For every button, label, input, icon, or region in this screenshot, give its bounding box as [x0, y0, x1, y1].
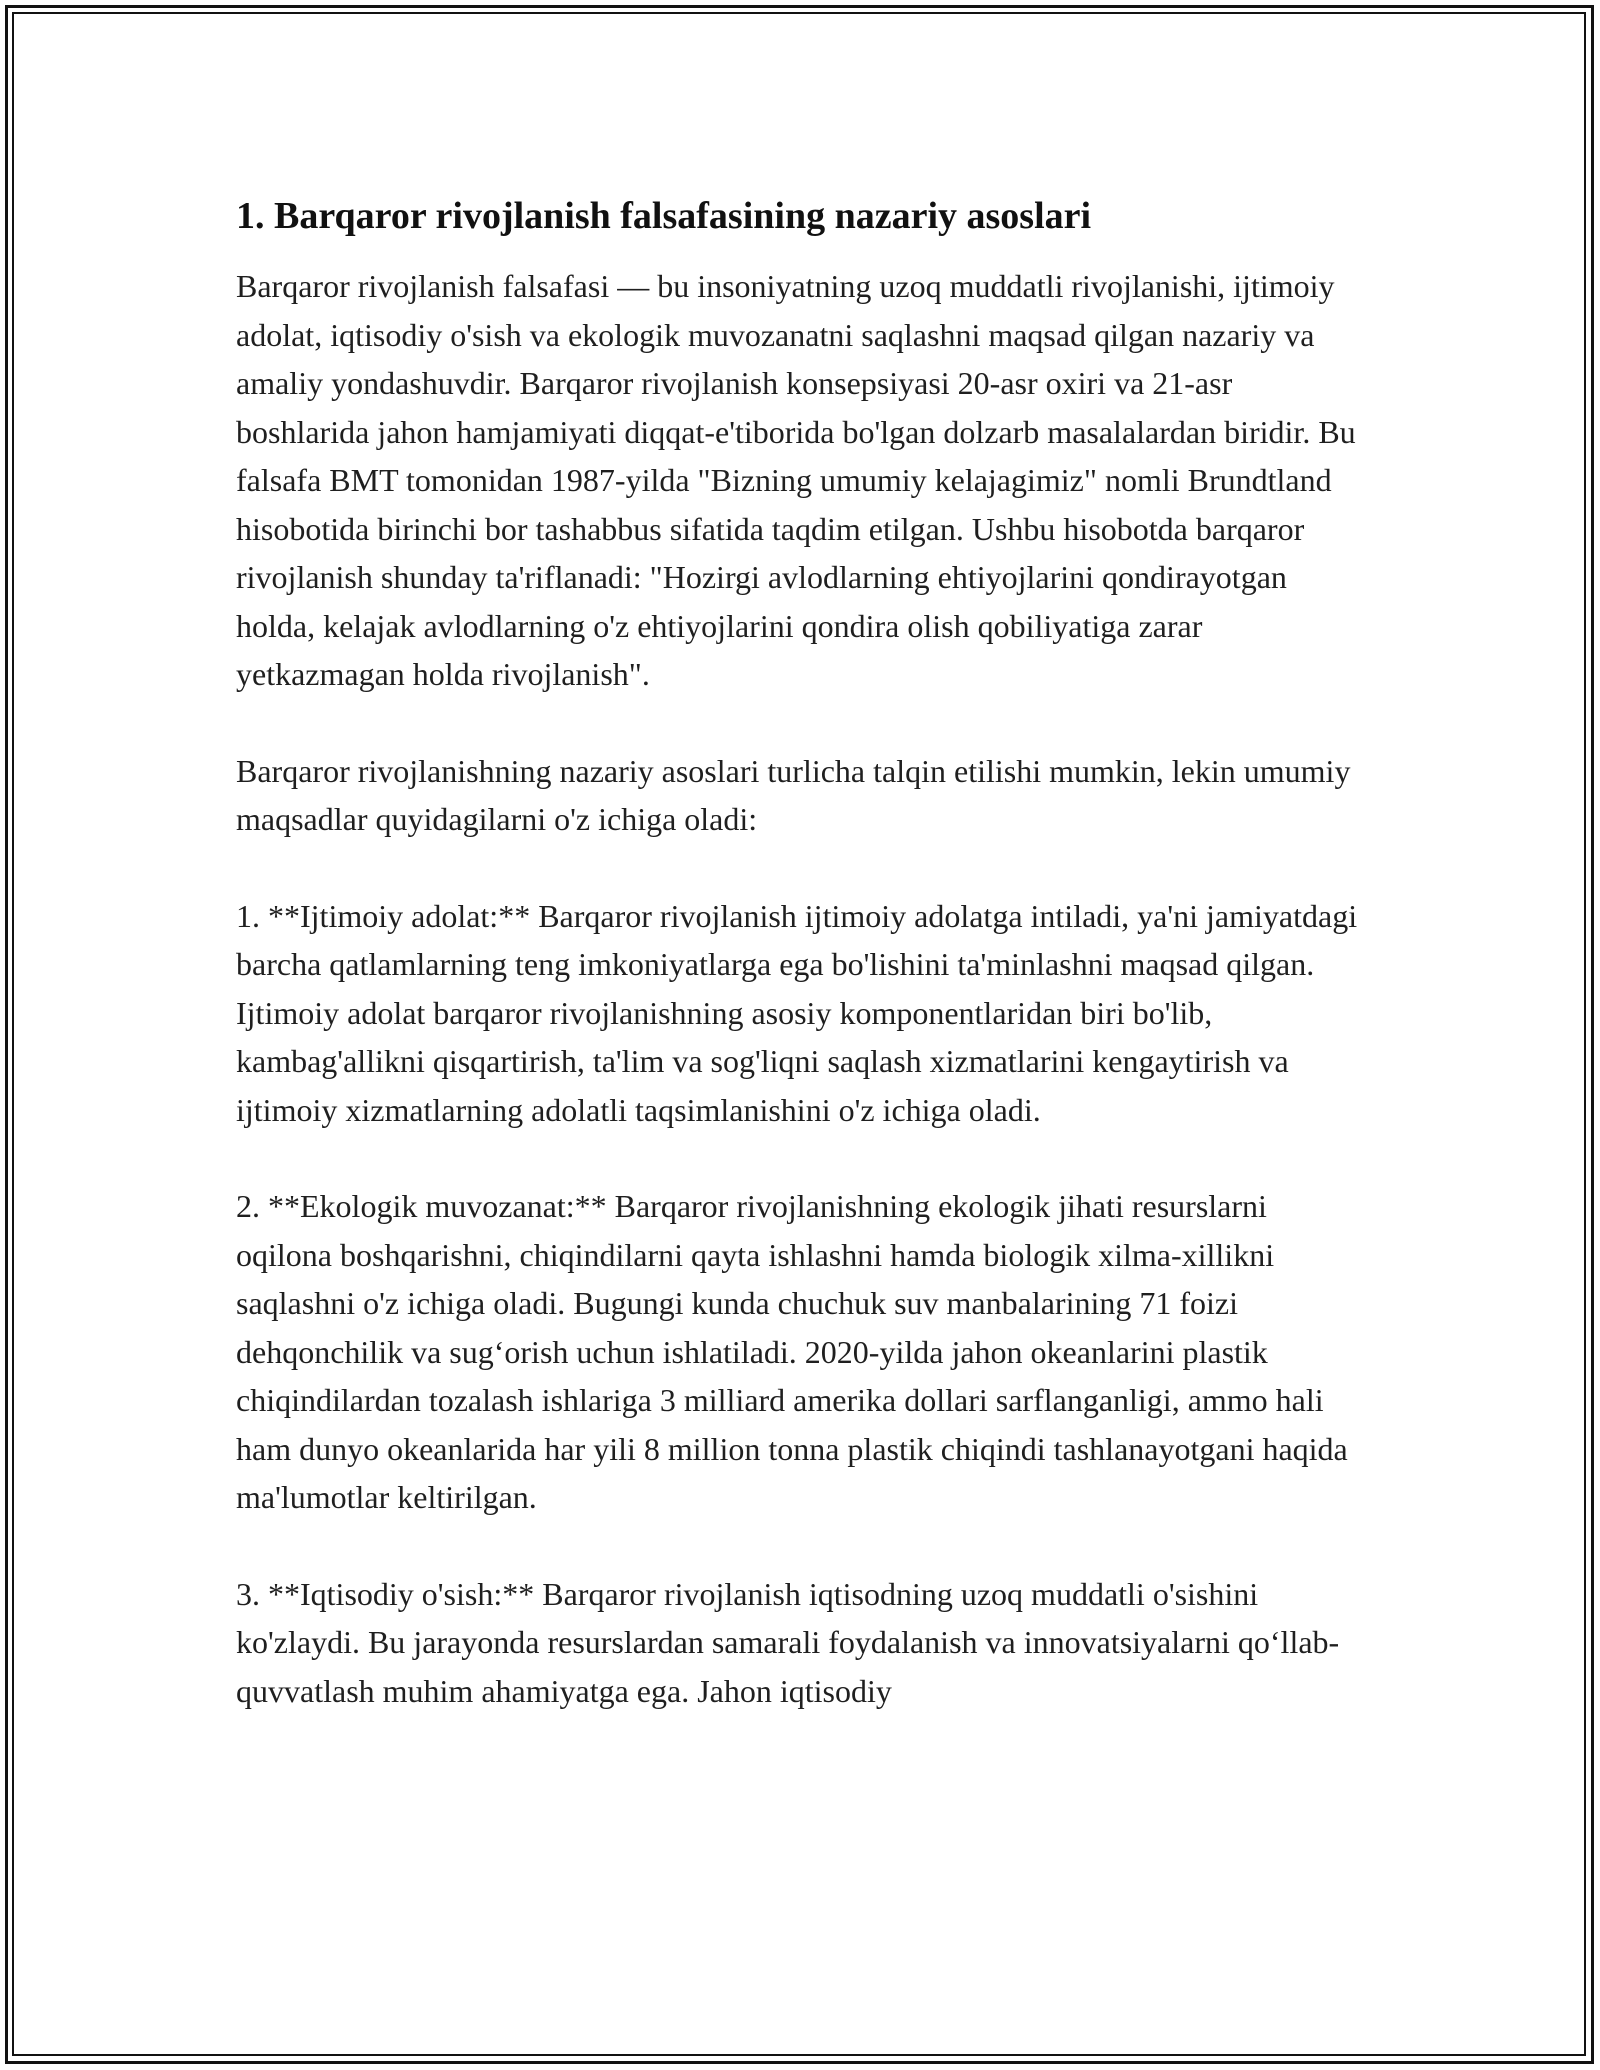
list-item-economic-growth: 3. **Iqtisodiy o'sish:** Barqaror rivojlanish iqtisodning uzoq muddatli o'sishini ko'zlaydi. Bu jarayonda resurslardan samarali foydalanish va innovatsiyalarni qo‘llab-quvvatlash muhim ahamiyatga ega. Jahon iqtisodiy	[236, 1575, 1340, 1709]
section-title: 1. Barqaror rivojlanish falsafasining nazariy asoslari	[236, 195, 1092, 237]
list-item-ecological-balance: 2. **Ekologik muvozanat:** Barqaror rivojlanishning ekologik jihati resurslarni oqilona boshqarishni, chiqindilarni qayta ishlashni hamda biologik xilma-xillikni saqlashni o'z ichiga oladi. Bugungi kunda chuchuk suv manbalarining 71 foizi dehqonchilik va sug‘orish uchun ishlatiladi. 2020-yilda jahon okeanlarini plastik chiqindilardan tozalash ishlariga 3 milliard amerika dollari sarflanganligi, ammo hali ham dunyo okeanlarida har yili 8 million tonna plastik chiqindi tashlanayotgani haqida ma'lumotlar keltirilgan.	[236, 1188, 1348, 1515]
paragraph-intro: Barqaror rivojlanish falsafasi — bu insoniyatning uzoq muddatli rivojlanishi, ijtimoiy adolat, iqtisodiy o'sish va ekologik muvozanatni saqlashni maqsad qilgan nazariy va amaliy yondashuvdir. Barqaror rivojlanish konsepsiyasi 20-asr oxiri va 21-asr boshlarida jahon hamjamiyati diqqat-e'tiborida bo'lgan dolzarb masalalardan biridir. Bu falsafa BMT tomonidan 1987-yilda "Bizning umumiy kelajagimiz" nomli Brundtland hisobotida birinchi bor tashabbus sifatida taqdim etilgan. Ushbu hisobotda barqaror rivojlanish shunday ta'riflanadi: "Hozirgi avlodlarning ehtiyojlarini qondirayotgan holda, kelajak avlodlarning o'z ehtiyojlarini qondira olish qobiliyatiga zarar yetkazmagan holda rivojlanish".	[236, 268, 1356, 692]
list-item-social-justice: 1. **Ijtimoiy adolat:** Barqaror rivojlanish ijtimoiy adolatga intiladi, ya'ni jamiyatdagi barcha qatlamlarning teng imkoniyatlarga ega bo'lishini ta'minlashni maqsad qilgan. Ijtimoiy adolat barqaror rivojlanishning asosiy komponentlaridan biri bo'lib, kambag'allikni qisqartirish, ta'lim va sog'liqni saqlash xizmatlarini kengaytirish va ijtimoiy xizmatlarning adolatli taqsimlanishini o'z ichiga oladi.	[236, 897, 1358, 1128]
paragraph-foundations: Barqaror rivojlanishning nazariy asoslari turlicha talqin etilishi mumkin, lekin umumiy maqsadlar quyidagilarni o'z ichiga oladi:	[236, 752, 1351, 837]
document-body	[236, 188, 1366, 1763]
